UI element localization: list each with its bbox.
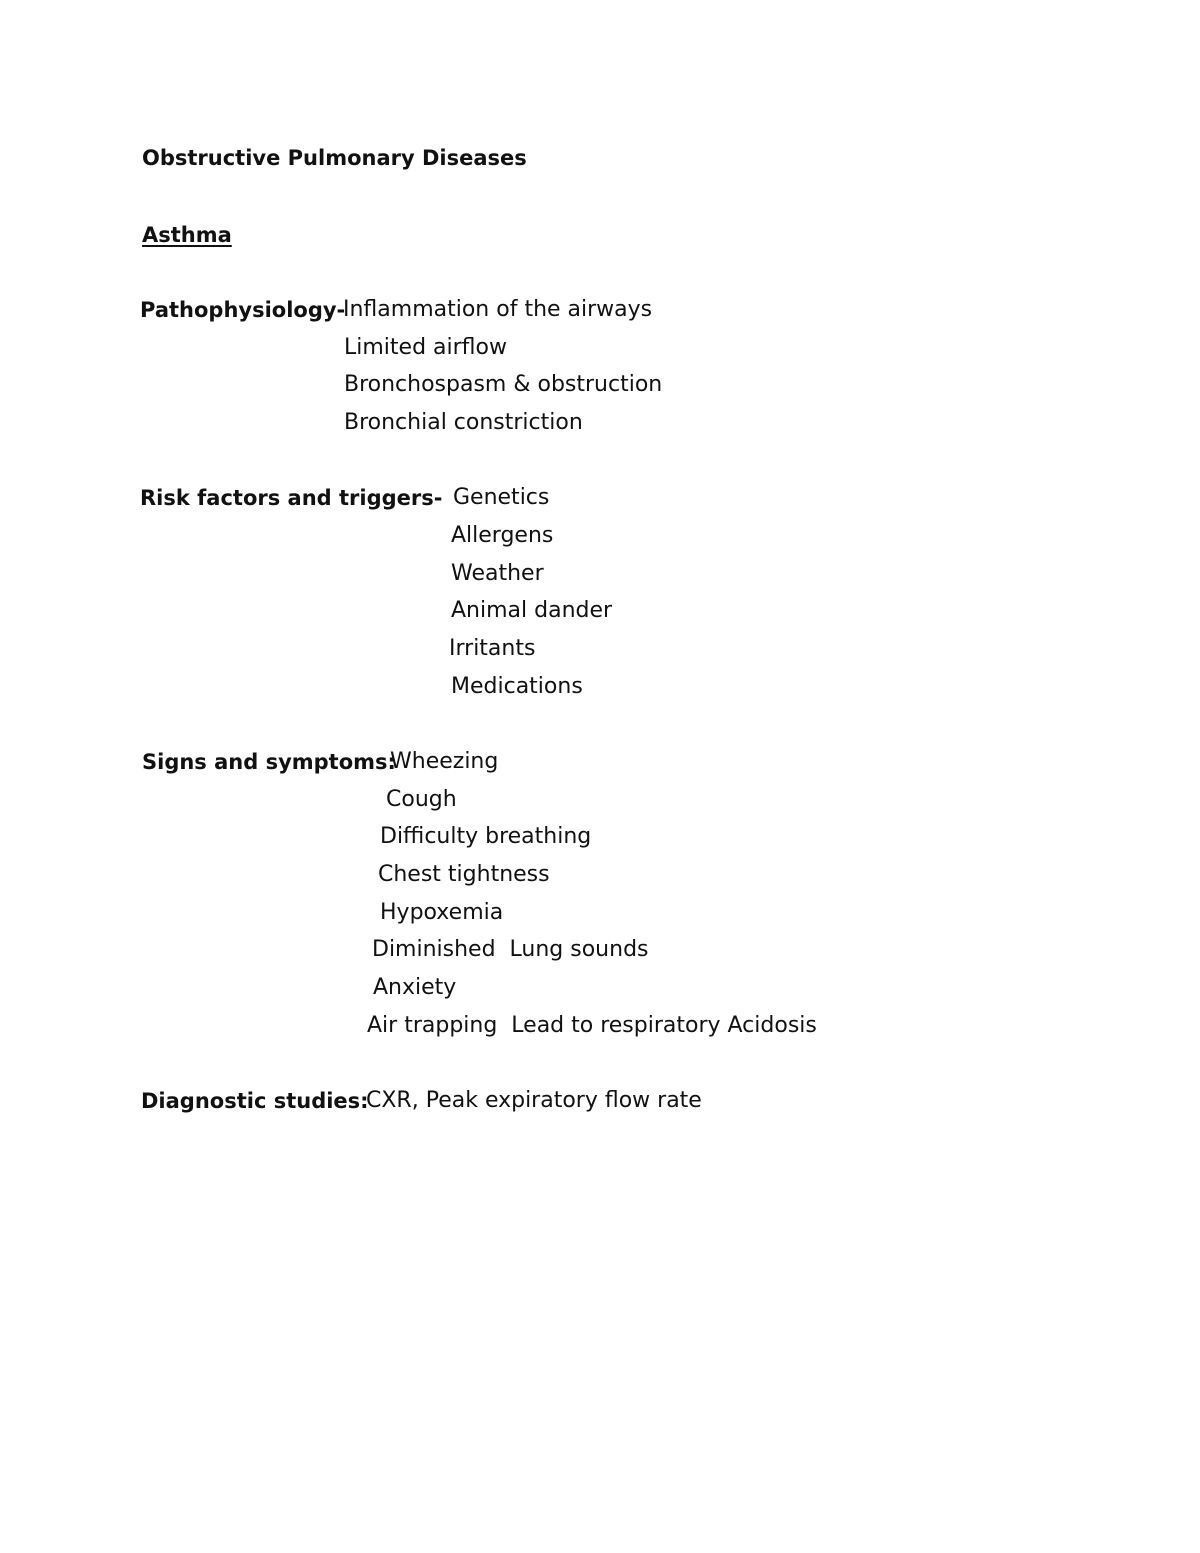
symptom-item: Difficulty breathing [380, 824, 592, 849]
risk-factor-item: Irritants [449, 636, 536, 661]
pathophysiology-label: Pathophysiology- [140, 298, 346, 322]
symptom-item: Anxiety [373, 975, 457, 1000]
risk-factors-label: Risk factors and triggers- [140, 486, 443, 510]
symptom-item: Wheezing [390, 749, 499, 774]
risk-factor-item: Weather [451, 561, 544, 586]
risk-factor-item: Allergens [451, 523, 554, 548]
section-heading: Asthma [142, 223, 232, 247]
risk-factor-item: Genetics [453, 485, 550, 510]
pathophysiology-item: Limited airflow [344, 335, 507, 360]
document-title: Obstructive Pulmonary Diseases [142, 146, 527, 170]
symptom-item: Air trapping Lead to respiratory Acidosis [367, 1013, 817, 1038]
risk-factor-item: Medications [451, 674, 583, 699]
diagnostic-studies-value: CXR, Peak expiratory flow rate [366, 1088, 702, 1113]
symptom-item: Chest tightness [378, 862, 550, 887]
diagnostic-studies-label: Diagnostic studies: [141, 1089, 369, 1113]
pathophysiology-item: Bronchial constriction [344, 410, 583, 435]
pathophysiology-item: Inflammation of the airways [343, 297, 653, 322]
pathophysiology-item: Bronchospasm & obstruction [344, 372, 663, 397]
symptom-item: Hypoxemia [380, 900, 504, 925]
signs-symptoms-label: Signs and symptoms: [142, 750, 396, 774]
risk-factor-item: Animal dander [451, 598, 613, 623]
symptom-item: Diminished Lung sounds [372, 937, 649, 962]
symptom-item: Cough [386, 787, 457, 812]
